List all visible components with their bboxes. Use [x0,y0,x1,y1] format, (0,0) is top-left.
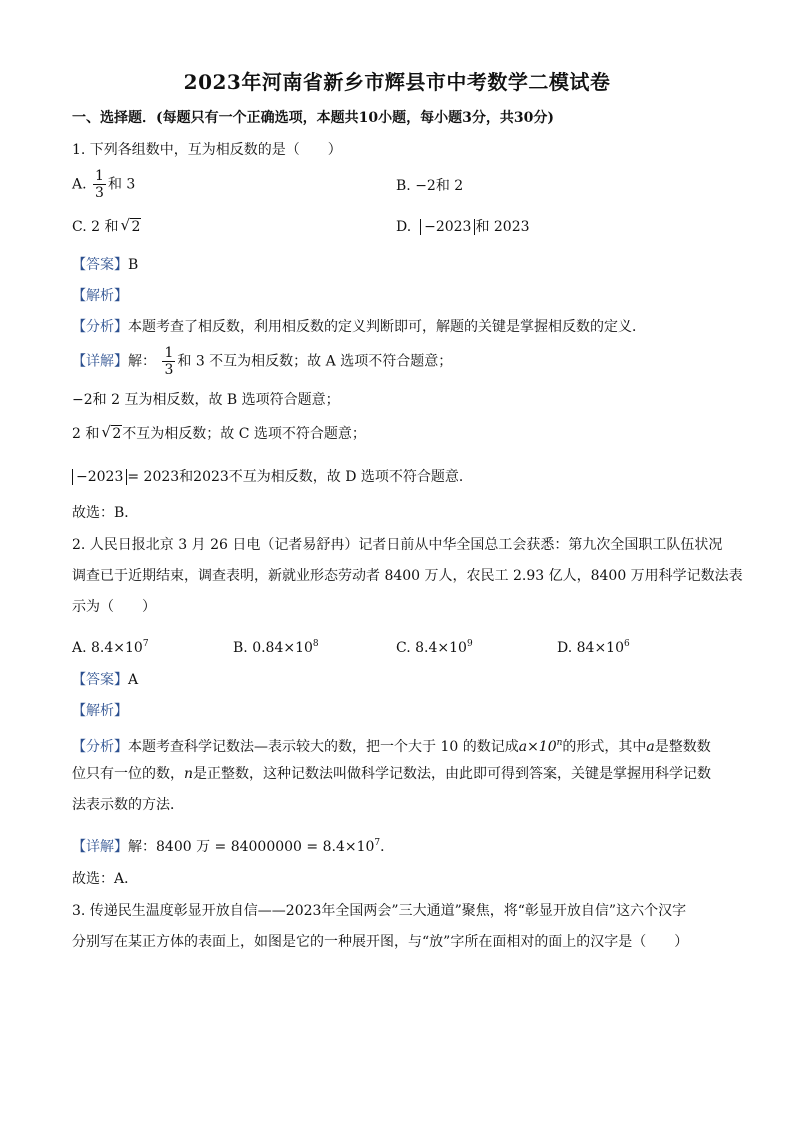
q1-detail-4: −2023 = 2023和2023不互为相反数，故 D 选项不符合题意． [72,467,473,487]
page-title: 2023年河南省新乡市辉县市中考数学二模试卷 [183,70,611,94]
q1-answer: 【答案】B [72,257,139,273]
q1-conclusion: 故选：B． [72,505,139,521]
q3-stem-2: 分别写在某正方体的表面上，如图是它的一种展开图，与“放”字所在面相对的面上的汉字是（ ） [72,934,689,950]
q1-option-c: C. 2 和√ 2 [72,217,141,237]
q2-option-b: B. $0.84\times 10^8$ [233,639,319,656]
q1-detail-2: −2和 2 互为相反数，故 B 选项符合题意； [72,392,340,408]
q1-option-a: A. $\frac{1}{3}$ 和 3 [72,168,136,201]
q2-detail: 【详解】解：8400 万 = $84000000 = 8.4\times 10^7$． [72,838,395,855]
q2-answer: 【答案】A [72,672,139,688]
absolute-value: −2023 [420,219,475,235]
fraction: $\frac{1}{3}$ [164,345,174,378]
q2-stem-1: 2. 人民日报北京 3 月 26 日电（记者易舒冉）记者日前从中华全国总工会获悉：第九次全国职工队伍状况 [72,537,723,553]
section-heading: 一、选择题．(每题只有一个正确选项，本题共10小题，每小题3分，共30分) [72,110,554,126]
absolute-value: −2023 [72,469,127,485]
q2-stem-2: 调查已于近期结束，调查表明，新就业形态劳动者 8400 万人，农民工 2.93 亿人，8400 万用科学记数法表 [72,568,743,584]
q1-stem: 1. 下列各组数中，互为相反数的是（ ） [72,142,342,158]
q1-option-d: D. −2023 和 2023 [396,219,530,235]
q2-stem-3: 示为（ ） [72,599,156,615]
q2-analysis-label: 【解析】 [72,703,128,719]
sqrt-symbol: √ 2 [120,217,141,237]
q1-analysis-label: 【解析】 [72,288,128,304]
q2-conclusion: 故选：A． [72,871,139,887]
q2-option-d: D. $84\times 10^6$ [557,639,630,656]
fraction: $\frac{1}{3}$ [95,168,104,201]
q2-fenxi-1: 【分析】本题考查科学记数法—表示较大的数，把一个大于 10 的数记成$a\times 10^n$的形式，其中a是整数数 [72,738,711,755]
sqrt-symbol: √ 2 [101,424,122,444]
q2-fenxi-2: 位只有一位的数，n是正整数，这种记数法叫做科学记数法，由此即可得到答案，关键是掌握用科学记数 [72,766,712,782]
q3-stem-1: 3. 传递民生温度彰显开放自信——2023年全国两会”三大通道”聚焦，将“彰显开放自信”这六个汉字 [72,903,687,919]
q2-option-c: C. $8.4\times 10^9$ [396,639,473,656]
q1-fenxi: 【分析】本题考查了相反数，利用相反数的定义判断即可，解题的关键是掌握相反数的定义． [72,319,646,335]
q1-detail-3: 2 和√ 2不互为相反数；故 C 选项不符合题意； [72,424,366,444]
q2-fenxi-3: 法表示数的方法． [72,797,184,813]
q1-detail-1: 【详解】解： $\frac{1}{3}$ 和 3 不互为相反数；故 A 选项不符合题意； [72,345,453,378]
q1-option-b: B. −2和 2 [396,178,464,194]
q2-option-a: A. $8.4\times 10^7$ [72,639,149,656]
